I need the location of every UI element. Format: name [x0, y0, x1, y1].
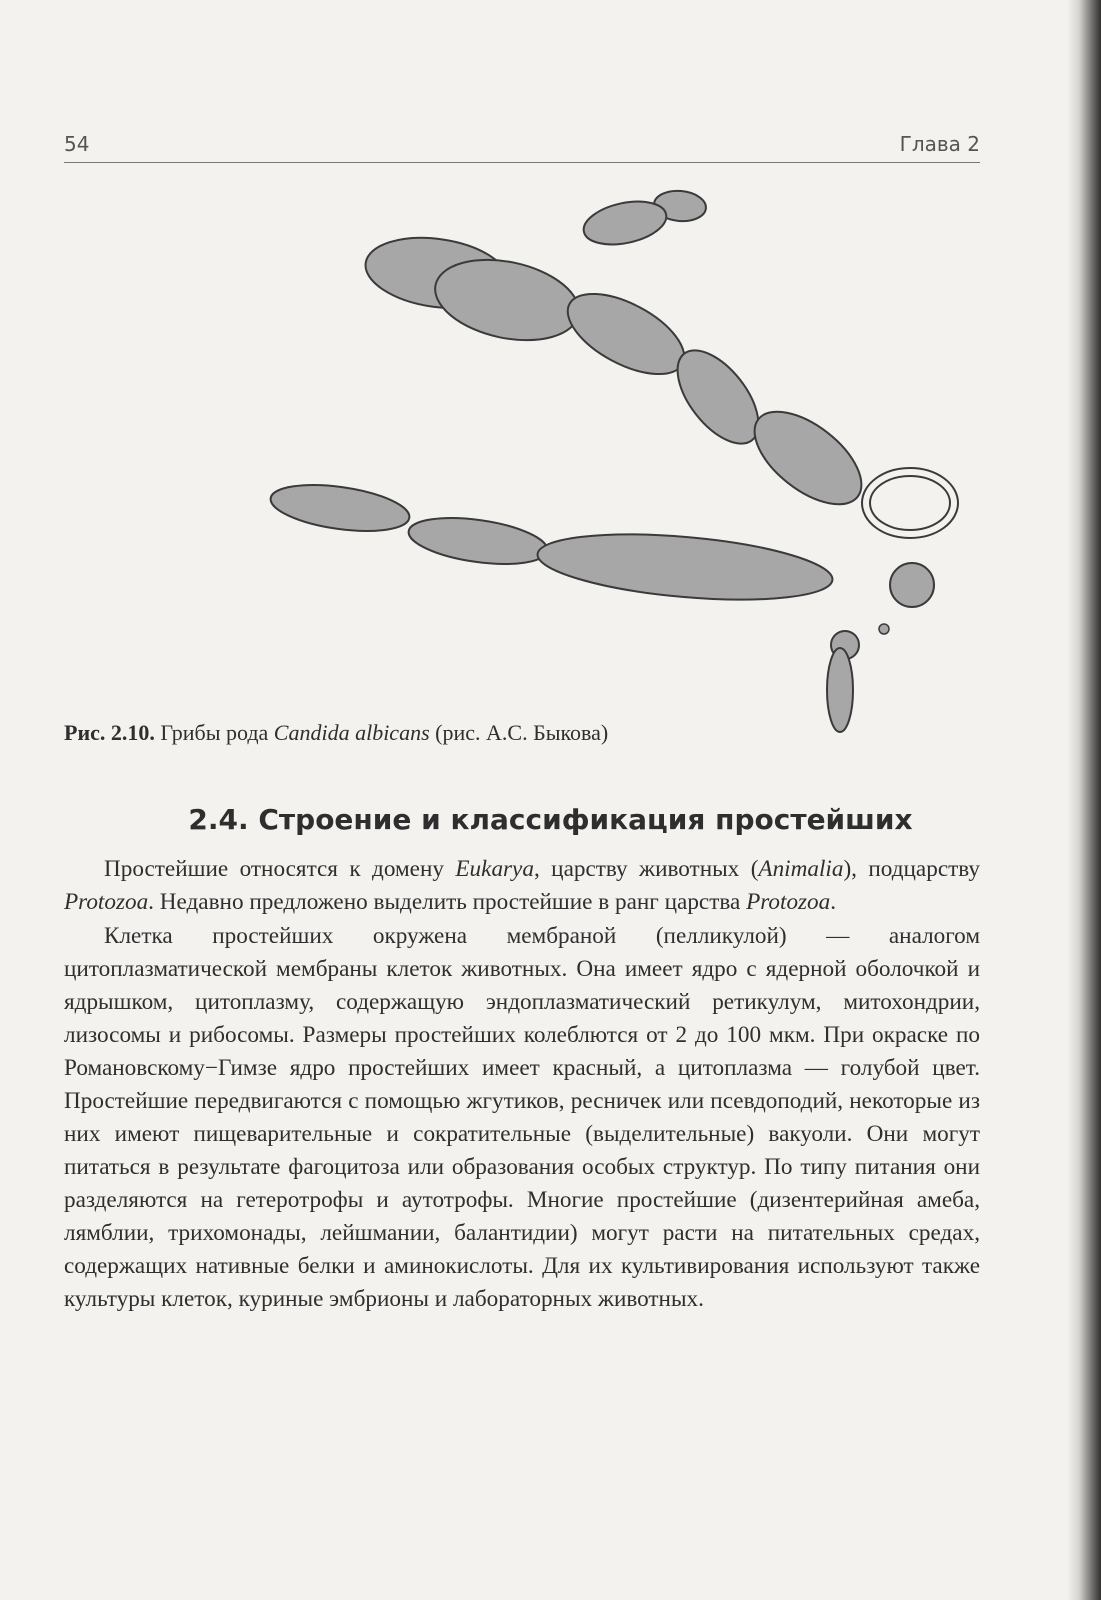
chlamydospore-outer	[862, 468, 958, 538]
text-run: . Недавно предложено выделить простейшие в ранг царства	[148, 889, 747, 915]
italic-term: Protozoa	[746, 889, 831, 915]
italic-term: Eukarya	[455, 856, 534, 882]
section-heading: 2.4. Строение и классификация простейших	[188, 803, 913, 836]
pseudohypha-cell	[268, 477, 412, 538]
figure-caption	[64, 720, 608, 746]
yeast-cell	[739, 394, 878, 522]
italic-term: Animalia	[758, 856, 844, 882]
candida-illustration	[0, 0, 1101, 770]
text-run: Простейшие относятся к домену	[104, 856, 456, 882]
round-cell	[890, 563, 934, 607]
yeast-cell	[555, 277, 696, 390]
body-text	[64, 853, 980, 1317]
caption-label: Рис. 2.10.	[64, 720, 155, 745]
text-run: .	[830, 889, 837, 915]
germ-tube-cell	[827, 648, 853, 732]
pseudohypha-cell	[535, 524, 835, 610]
text-run: ), подцарству	[843, 856, 980, 882]
paragraph	[64, 853, 980, 919]
caption-credit: (рис. А.С. Быкова)	[435, 720, 609, 745]
paragraph: Клетка простейших окружена мембраной (пелликулой) — аналогом цитоплазматической мембраны клеток животных. Она имеет ядро с ядерной оболочкой и ядрышком, цитоплазму, содержащую эндоплазматический ретикулум, митохондрии, лизосомы и рибосомы. Размеры простейших колеблются от 2 до 100 мкм. При окраске по Романовскому−Гимзе ядро простейших имеет красный, а цитоплазма — голубой цвет. Простейшие передвигаются с помощью жгутиков, ресничек или псевдоподий, некоторые из них имеют пищеварительные и сократительные (выделительные) вакуоли. Они могут питаться в результате фагоцитоза или образования особых структур. По типу питания они разделяются на гетеротрофы и аутотрофы. Многие простейшие (дизентерийная амеба, лямблии, трихомонады, лейшмании, балантидии) могут расти на питательных средах, содержащих нативные белки и аминокислоты. Для их культивирования используют также культуры клеток, куриные эмбрионы и лабораторных животных.	[64, 923, 980, 1312]
chlamydospore-inner	[870, 476, 950, 530]
tiny-spore	[879, 624, 889, 634]
pseudohypha-cell	[406, 510, 550, 571]
chapter-label: Глава 2	[899, 132, 980, 156]
caption-text: Грибы рода	[160, 720, 269, 745]
text-run: , царству животных (	[533, 856, 759, 882]
page-number: 54	[64, 132, 90, 156]
caption-species: Candida albicans	[273, 720, 430, 745]
italic-term: Protozoa	[64, 889, 149, 915]
